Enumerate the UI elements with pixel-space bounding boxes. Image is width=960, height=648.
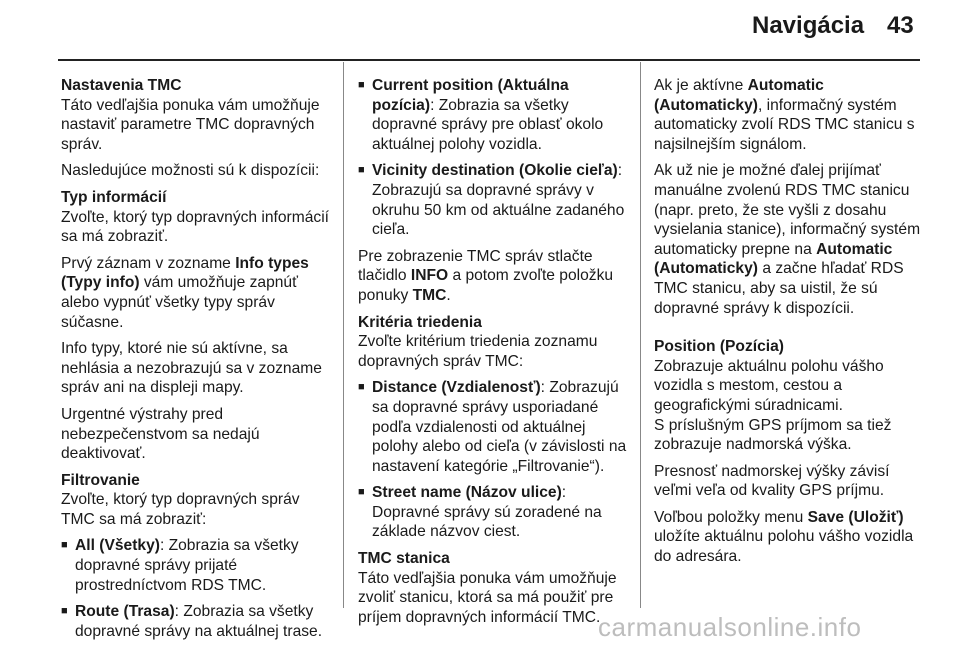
section-sort-criteria <box>358 313 630 372</box>
paragraph: Ak už nie je možné ďalej prijímať manuálne zvolenú RDS TMC stanicu (napr. preto, že ste vyšli z dosahu vysielania stanice), informačný systém automaticky prepne na Automatic (Automaticky) a začne hľadať RDS TMC stanicu, aby sa uistil, že sú dopravné správy k dispozícii. <box>654 162 921 317</box>
heading-info-type: Typ informácií <box>61 188 167 206</box>
column-3 <box>654 76 928 574</box>
heading-position: Position (Pozícia) <box>654 338 784 356</box>
paragraph: Info typy, ktoré nie sú aktívne, sa nehlásia a nezobrazujú sa v zozname správ ani na displeji mapy. <box>61 340 322 397</box>
paragraph: Prvý záznam v zozname Info types (Typy info) vám umožňuje zapnúť alebo vypnúť všetky typy správ súčasne. <box>61 254 309 331</box>
paragraph: Zvoľte, ktorý typ dopravných správ TMC sa má zobraziť: <box>61 491 300 528</box>
page-number: 43 <box>887 12 914 39</box>
heading-tmc-station: TMC stanica <box>358 550 450 568</box>
header-rule <box>58 59 920 61</box>
paragraph: Presnosť nadmorskej výšky závisí veľmi veľa od kvality GPS príjmu. <box>654 462 890 500</box>
section-info-type <box>61 188 333 247</box>
paragraph: Ak je aktívne Automatic (Automaticky), informačný systém automaticky zvolí RDS TMC stanicu s najsilnejším signálom. <box>654 77 915 153</box>
column-1 <box>61 76 333 648</box>
heading-sort-criteria: Kritéria triedenia <box>358 313 482 331</box>
bullet-item: ■ Street name (Názov ulice): Dopravné správy sú zoradené na základe názvov ciest. <box>358 483 630 542</box>
paragraph: Urgentné výstrahy pred nebezpečenstvom sa nedajú deaktivovať. <box>61 405 260 463</box>
paragraph: Zvoľte, ktorý typ dopravných informácií sa má zobraziť. <box>61 208 330 246</box>
paragraph: Pre zobrazenie TMC správ stlačte tlačidlo INFO a potom zvoľte položku ponuky TMC. <box>358 247 614 304</box>
bullet-item: ■ Current position (Aktuálna pozícia): Zobrazia sa všetky dopravné správy pre oblasť okolo aktuálnej polohy vozidla. <box>358 76 630 154</box>
heading-tmc-settings: Nastavenia TMC <box>61 77 182 94</box>
bullet-item: ■ Route (Trasa): Zobrazia sa všetky dopravné správy na aktuálnej trase. <box>61 602 333 641</box>
bullet-item: ■ Distance (Vzdialenosť): Zobrazujú sa dopravné správy usporiadané podľa vzdialenosti od aktuálnej polohy alebo od cieľa (v závislosti na nastavení kategórie „Filtrovanie“). <box>358 378 630 476</box>
paragraph: Táto vedľajšia ponuka vám umožňuje nastaviť parametre TMC dopravných správ. <box>61 96 320 153</box>
column-2 <box>358 76 630 627</box>
paragraph: S príslušným GPS príjmom sa tiež zobrazuje nadmorská výška. <box>654 416 892 454</box>
section-filter <box>61 471 333 530</box>
paragraph: Nasledujúce možnosti sú k dispozícii: <box>61 162 320 180</box>
column-divider-1 <box>343 62 344 608</box>
column-divider-2 <box>640 62 641 608</box>
section-tmc-station <box>358 549 630 627</box>
bullet-item: ■ All (Všetky): Zobrazia sa všetky dopravné správy prijaté prostredníctvom RDS TMC. <box>61 536 333 595</box>
paragraph: Voľbou položky menu Save (Uložiť) uložíte aktuálnu polohu vášho vozidla do adresára. <box>654 508 914 566</box>
paragraph: Zobrazuje aktuálnu polohu vášho vozidla s mestom, cestou a geografickými súradnicami. <box>654 357 884 414</box>
heading-filter: Filtrovanie <box>61 471 140 489</box>
section-position <box>654 337 928 415</box>
page-header-title: Navigácia <box>752 12 865 39</box>
paragraph: Zvoľte kritérium triedenia zoznamu dopravných správ TMC: <box>358 333 598 370</box>
paragraph: Táto vedľajšia ponuka vám umožňuje zvoliť stanicu, ktorá sa má použiť pre príjem dopravných informácií TMC. <box>358 569 617 626</box>
section-tmc-settings <box>61 76 333 154</box>
watermark: carmanualsonline.info <box>598 612 862 642</box>
bullet-item: ■ Vicinity destination (Okolie cieľa): Zobrazujú sa dopravné správy v okruhu 50 km od aktuálne zadaného cieľa. <box>358 161 630 239</box>
